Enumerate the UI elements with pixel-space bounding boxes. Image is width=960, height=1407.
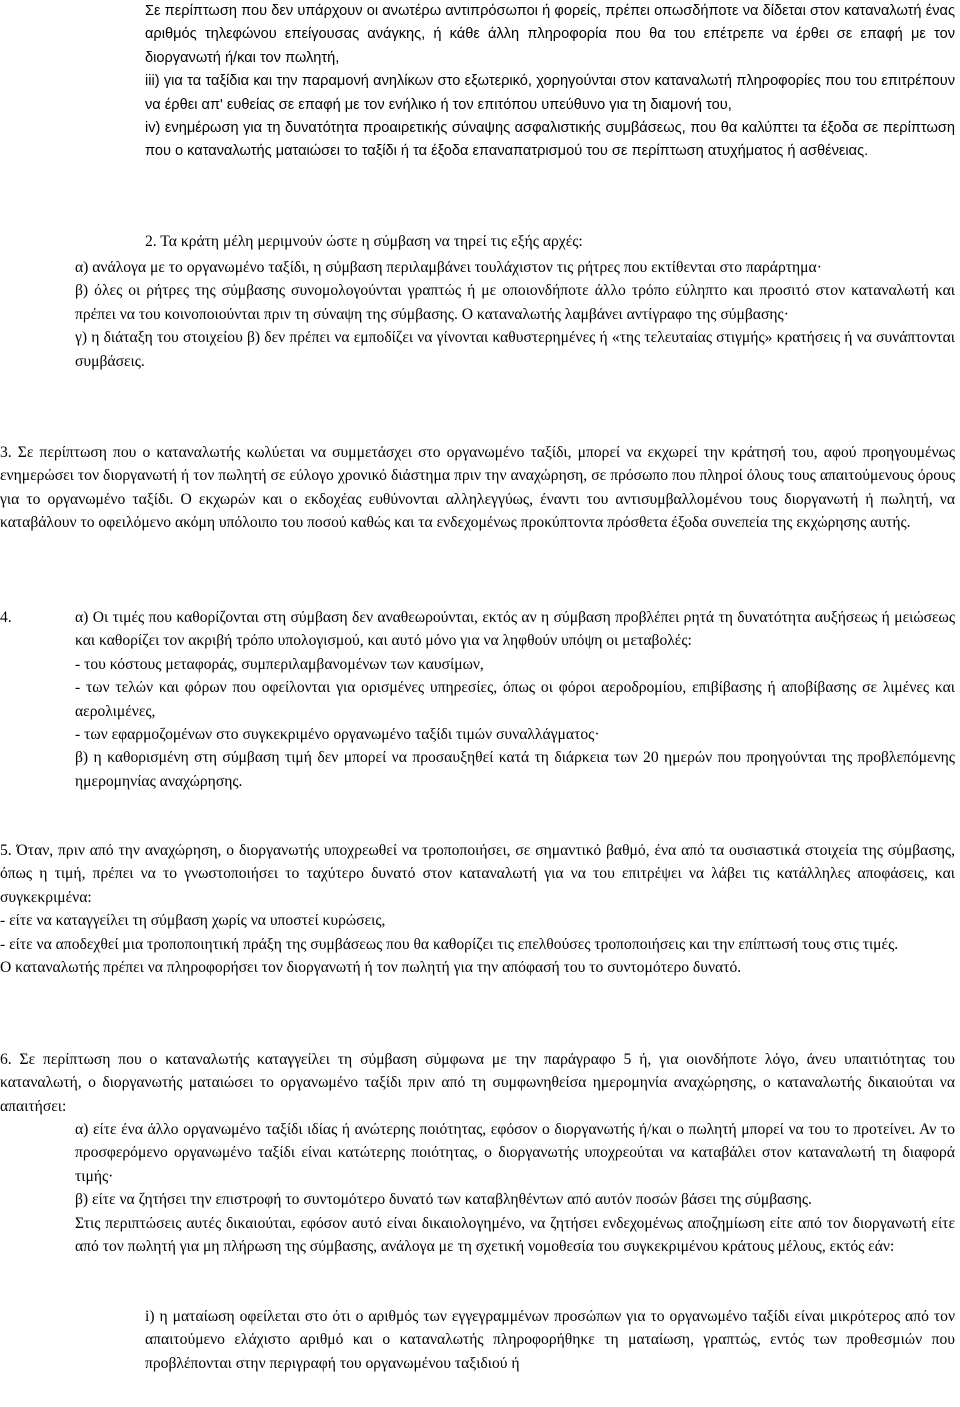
intro-block	[145, 0, 955, 164]
section-4-item-b: β) η καθορισμένη στη σύμβαση τιμή δεν μπορεί να προσαυξηθεί κατά τη διάρκεια των 20 ημερών που προηγούνται της προβλεπόμενης ημερομηνίας αναχώρησης.	[75, 749, 955, 790]
section-2-heading: 2. Τα κράτη μέλη μεριμνούν ώστε η σύμβαση να τηρεί τις εξής αρχές:	[145, 233, 583, 250]
section-6-item-a: α) είτε ένα άλλο οργανωμένο ταξίδι ιδίας ή ανώτερης ποιότητας, εφόσον ο διοργανωτής ή/και ο πωλητή μπορεί να του το προτείνει. Αν το προσφερόμενο οργανωμένο ταξίδι είναι κατώτερης ποιότητας, ο διοργανωτής υποχρεούται να καταβάλει στον καταναλωτή τη διαφορά τιμής·	[75, 1121, 955, 1185]
intro-item-iii: iii) για τα ταξίδια και την παραμονή ανηλίκων στο εξωτερικό, χορηγούνται στον καταναλωτή πληροφορίες που του επιτρέπουν να έρθει απ' ευθείας σε επαφή με τον ενήλικο ή τον επιτόπου υπεύθυνο για τη διαμονή του,	[145, 73, 955, 113]
section-5-consumer-note: Ο καταναλωτής πρέπει να πληροφορήσει τον διοργανωτή ή τον πωλητή για την απόφασή του το συντομότερο δυνατό.	[0, 959, 742, 977]
section-6-item-b: β) είτε να ζητήσει την επιστροφή το συντομότερο δυνατό των καταβληθέντων από αυτόν ποσών βάσει της σύμβασης.	[75, 1191, 812, 1209]
section-6-list	[75, 1118, 955, 1258]
section-6-compensation: Στις περιπτώσεις αυτές δικαιούται, εφόσον αυτό είναι δικαιολογημένο, να ζητήσει ενδεχομένως αποζημίωση είτε από τον διοργανωτή είτε από τον πωλητή για μη πλήρωση της σύμβασης, ανάλογα με τη σχετική νομοθεσία του συγκεκριμένου κράτους μέλους, εκτός εάν:	[75, 1214, 955, 1256]
section-2-item-a: α) ανάλογα με το οργανωμένο ταξίδι, η σύμβαση περιλαμβάνει τουλάχιστον τις ρήτρες που εκτίθενται στο παράρτημα·	[75, 259, 822, 276]
section-5-paragraph: 5. Όταν, πριν από την αναχώρηση, ο διοργανωτής υποχρεωθεί να τροποποιήσει, σε σημαντικό βαθμό, ένα από τα ουσιαστικά στοιχεία της σύμβασης, όπως η τιμή, πρέπει να το γνωστοποιήσει το ταχύτερο δυνατό στον καταναλωτή για να του επιτρέψει να λάβει τις κατάλληλες αποφάσεις, και συγκεκριμένα:	[0, 842, 955, 906]
section-5-dash-accept: - είτε να αποδεχθεί μια τροποποιητική πράξη της συμβάσεως που θα καθορίζει τις επελθούσες τροποποιήσεις και την επίπτωσή τους στις τιμές.	[0, 935, 899, 953]
section-5-block	[0, 839, 955, 979]
section-4-dash-taxes: - των τελών και φόρων που οφείλονται για ορισμένες υπηρεσίες, όπως οι φόροι αεροδρομίου, επιβίβασης ή αποβίβασης σε λιμένες και αερολιμένες,	[75, 679, 955, 720]
section-2-list	[75, 256, 955, 373]
intro-item-iv: iv) ενημέρωση για τη δυνατότητα προαιρετικής σύναψης ασφαλιστικής συμβάσεως, που θα καλύπτει τα έξοδα σε περίπτωση που ο καταναλωτής ματαιώσει το ταξίδι ή τα έξοδα επαναπατρισμού του σε περίπτωση ατυχήματος ή ασθένειας.	[145, 120, 955, 160]
intro-paragraph-contact: Σε περίπτωση που δεν υπάρχουν οι ανωτέρω αντιπρόσωποι ή φορείς, πρέπει οπωσδήποτε να δίδεται στον καταναλωτή ένας αριθμός τηλεφώνου επείγουσας ανάγκης, ή κάθε άλλη πληροφορία που θα του επέτρεπε να έρθει σε επαφή με τον διοργανωτή ή/και τον πωλητή,	[145, 3, 955, 66]
section-4-dash-exchange: - των εφαρμοζομένων στο συγκεκριμένο οργανωμένο ταξίδι τιμών συναλλάγματος·	[75, 726, 600, 744]
section-4-number: 4.	[0, 609, 12, 626]
section-4-dash-fuel: - του κόστους μεταφοράς, συμπεριλαμβανομένων των καυσίμων,	[75, 655, 484, 673]
section-3-paragraph: 3. Σε περίπτωση που ο καταναλωτής κωλύεται να συμμετάσχει στο οργανωμένο ταξίδι, μπορεί να εκχωρεί την κράτησή του, αφού προηγουμένως ενημερώσει τον διοργανωτή ή τον πωλητή σε εύλογο χρονικό διάστημα πριν την αναχώρηση, σε πρόσωπο που πληροί όλους τους απαιτούμενους όρους για το οργανωμένο ταξίδι. Ο εκχωρών και ο εκδοχέας ευθύνονται αλληλεγγύως, έναντι του αντισυμβαλλομένου τους διοργανωτή ή πωλητή, να καταβάλουν το οφειλόμενο ακόμη υπόλοιπο του ποσού καθώς και τα ενδεχομένως προκύπτοντα πρόσθετα έξοδα συνεπεία της εκχώρησης αυτής.	[0, 444, 955, 532]
section-5-dash-cancel: - είτε να καταγγείλει τη σύμβαση χωρίς να υποστεί κυρώσεις,	[0, 912, 386, 930]
section-6-item-i: i) η ματαίωση οφείλεται στο ότι ο αριθμός των εγγεγραμμένων προσώπων για το οργανωμένο ταξίδι είναι μικρότερος από τον απαιτούμενο ελάχιστο αριθμό και ο καταναλωτής πληροφορήθηκε τη ματαίωση, γραπτώς, εντός των προθεσμιών που προβλέπονται στην περιγραφή του οργανωμένου ταξιδιού ή	[145, 1308, 955, 1372]
section-2-item-c: γ) η διάταξη του στοιχείου β) δεν πρέπει να εμποδίζει να γίνονται καθυστερημένες ή «της τελευταίας στιγμής» κρατήσεις ή να συνάπτονται συμβάσεις.	[75, 329, 955, 370]
section-2-item-b: β) όλες οι ρήτρες της σύμβασης συνομολογούνται γραπτώς ή με οποιονδήποτε άλλο τρόπο εύληπτο και προσιτό στον καταναλωτή και πρέπει να του κοινοποιούνται πριν τη σύναψη της σύμβασης. Ο καταναλωτής λαμβάνει αντίγραφο της σύμβασης·	[75, 282, 955, 323]
section-4-item-a: α) Οι τιμές που καθορίζονται στη σύμβαση δεν αναθεωρούνται, εκτός αν η σύμβαση προβλέπει ρητά τη δυνατότητα αυξήσεως ή μειώσεως και καθορίζει τον ακριβή τρόπο υπολογισμού, και αυτό μόνο για να ληφθούν υπόψη οι μεταβολές:	[75, 609, 955, 650]
section-6-paragraph: 6. Σε περίπτωση που ο καταναλωτής καταγγείλει τη σύμβαση σύμφωνα με την παράγραφο 5 ή, για οιονδήποτε λόγο, άνευ υπαιτιότητας του καταναλωτή, ο διοργανωτής ματαιώσει το οργανωμένο ταξίδι πριν από τη συμφωνηθείσα ημερομηνία αναχώρησης, ο καταναλωτής δικαιούται να απαιτήσει:	[0, 1051, 955, 1115]
section-4-list	[75, 606, 955, 793]
